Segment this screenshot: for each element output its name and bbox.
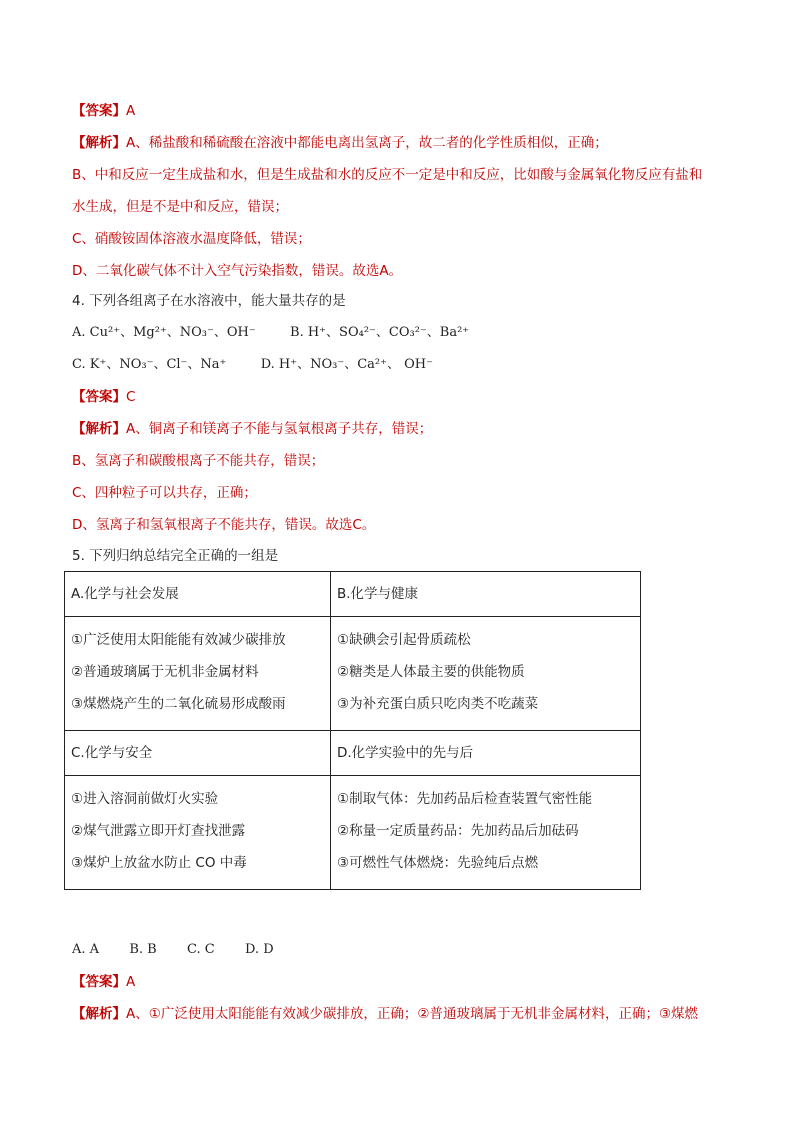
option-label: A. — [72, 325, 86, 340]
analysis-text: 水生成，但是不是中和反应，错误； — [72, 199, 288, 215]
table-cell-b-items — [331, 617, 641, 731]
table-cell-c-head: C.化学与安全 — [65, 731, 331, 776]
list-item: ②糖类是人体最主要的供能物质 — [337, 664, 525, 680]
analysis-text: B、氢离子和碳酸根离子不能共存，错误； — [72, 453, 325, 469]
q4-answer-line — [72, 387, 135, 407]
table-cell-a-items — [65, 617, 331, 731]
table-cell-b-head: B.化学与健康 — [331, 572, 641, 617]
list-item: ②称量一定质量药品：先加药品后加砝码 — [337, 823, 579, 839]
option-label: D. — [260, 357, 275, 372]
q4-options-row-1 — [72, 323, 469, 343]
list-item: ①缺碘会引起骨质疏松 — [337, 632, 471, 648]
analysis-text: A、稀盐酸和稀硫酸在溶液中都能电离出氢离子，故二者的化学性质相似，正确； — [126, 135, 608, 151]
answer-value: A — [126, 103, 136, 119]
list-item: ③煤燃烧产生的二氧化硫易形成酸雨 — [71, 696, 286, 712]
option-b: H⁺、SO₄²⁻、CO₃²⁻、Ba²⁺ — [307, 325, 470, 340]
analysis-text: D、氢离子和氢氧根离子不能共存，错误。故选C。 — [72, 517, 376, 533]
q5-answer-line — [72, 972, 135, 992]
q5-analysis-line — [72, 1004, 698, 1024]
q4-stem: 4. 下列各组离子在水溶液中，能大量共存的是 — [72, 293, 346, 309]
analysis-text: C、硝酸铵固体溶液水温度降低，错误； — [72, 231, 311, 247]
analysis-tag: 【解析】 — [72, 421, 126, 437]
answer-value: C — [126, 389, 136, 405]
analysis-text: C、四种粒子可以共存，正确； — [72, 485, 257, 501]
list-item: ③煤炉上放盆水防止 CO 中毒 — [71, 855, 247, 871]
q5-stem: 5. 下列归纳总结完全正确的一组是 — [72, 548, 279, 564]
list-item: ①制取气体：先加药品后检查装置气密性能 — [337, 791, 593, 807]
list-item: ②煤气泄露立即开灯查找泄露 — [71, 823, 246, 839]
answer-tag: 【答案】 — [72, 389, 126, 405]
option-a: Cu²⁺、Mg²⁺、NO₃⁻、OH⁻ — [89, 325, 256, 340]
list-item: ②普通玻璃属于无机非金属材料 — [71, 664, 259, 680]
option-c: K⁺、NO₃⁻、Cl⁻、Na⁺ — [89, 357, 227, 372]
choice-b: B. B — [129, 942, 157, 957]
list-item: ①进入溶洞前做灯火实验 — [71, 791, 219, 807]
choice-a: A. A — [72, 942, 100, 957]
answer-value: A — [126, 974, 136, 990]
option-label: B. — [290, 325, 304, 340]
analysis-tag: 【解析】 — [72, 135, 126, 151]
answer-tag: 【答案】 — [72, 103, 126, 119]
q4-options-row-2 — [72, 355, 433, 375]
table-cell-d-items — [331, 776, 641, 890]
option-d: H⁺、NO₃⁻、Ca²⁺、 OH⁻ — [278, 357, 433, 372]
analysis-text: A、①广泛使用太阳能能有效减少碳排放，正确；②普通玻璃属于无机非金属材料，正确；③煤燃 — [126, 1006, 699, 1022]
list-item: ③可燃性气体燃烧：先验纯后点燃 — [337, 855, 539, 871]
analysis-text: A、铜离子和镁离子不能与氢氧根离子共存，错误； — [126, 421, 433, 437]
summary-table — [64, 571, 641, 890]
table-cell-c-items — [65, 776, 331, 890]
analysis-tag: 【解析】 — [72, 1006, 126, 1022]
answer-tag: 【答案】 — [72, 974, 126, 990]
list-item: ①广泛使用太阳能能有效减少碳排放 — [71, 632, 286, 648]
analysis-text: D、二氧化碳气体不计入空气污染指数，错误。故选A。 — [72, 263, 403, 279]
q5-choices — [72, 940, 274, 960]
list-item: ③为补充蛋白质只吃肉类不吃蔬菜 — [337, 696, 539, 712]
table-cell-a-head: A.化学与社会发展 — [65, 572, 331, 617]
analysis-text: B、中和反应一定生成盐和水，但是生成盐和水的反应不一定是中和反应，比如酸与金属氧化物反应有盐和 — [72, 167, 703, 183]
q3-analysis-line — [72, 133, 608, 153]
q3-answer-line — [72, 101, 135, 121]
table-cell-d-head: D.化学实验中的先与后 — [331, 731, 641, 776]
choice-d: D. D — [244, 942, 274, 957]
q4-analysis-line — [72, 419, 432, 439]
choice-c: C. C — [186, 942, 215, 957]
option-label: C. — [72, 357, 86, 372]
